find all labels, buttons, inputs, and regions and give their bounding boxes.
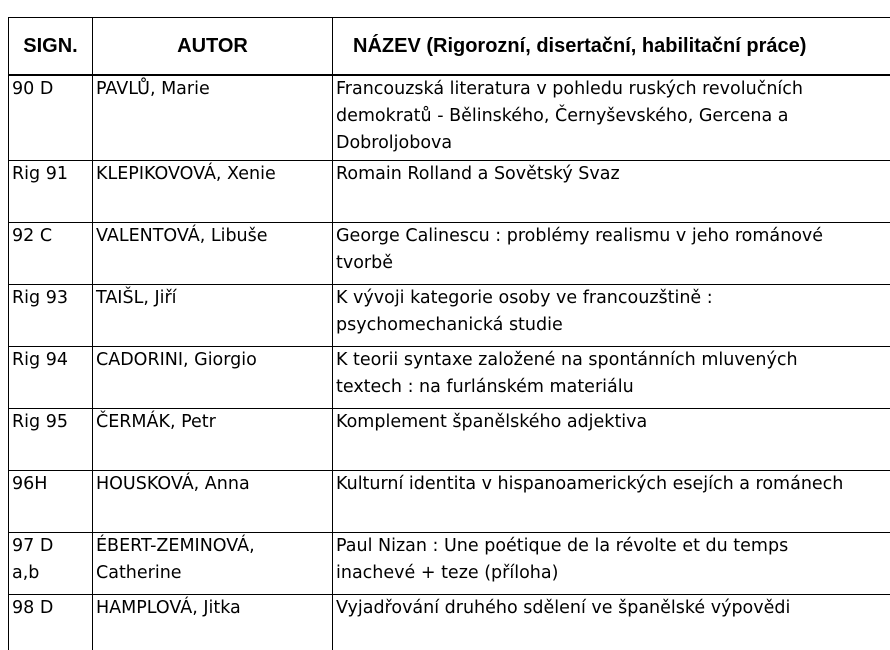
cell-text: Rig 94 [12,350,68,370]
cell-text: Vyjadřování druhého sdělení ve španělské výpovědi [336,598,791,618]
cell-text: Romain Rolland a Sovětský Svaz [336,164,620,184]
table-row [9,75,890,161]
cell-text: K vývoji kategorie osoby ve francouzštině : [336,288,713,308]
cell-text: tvorbě [336,253,393,273]
table-row [9,161,890,223]
cell-nazev [333,595,890,650]
cell-text: PAVLŮ, Marie [96,79,210,99]
cell-nazev [333,347,890,409]
cell-text: Rig 93 [12,288,68,308]
cell-autor [93,595,333,650]
cell-text: 98 D [12,598,54,618]
cell-nazev [333,75,890,161]
cell-autor [93,75,333,161]
cell-nazev [333,285,890,347]
cell-autor [93,285,333,347]
cell-text: Rig 91 [12,164,68,184]
theses-table [8,17,890,650]
cell-text: Rig 95 [12,412,68,432]
cell-text: CADORINI, Giorgio [96,350,257,370]
cell-autor [93,409,333,471]
header-nazev: NÁZEV (Rigorozní, disertační, habilitační práce) [333,18,890,76]
table-row [9,409,890,471]
cell-nazev [333,471,890,533]
cell-text: George Calinescu : problémy realismu v jeho románové [336,226,824,246]
cell-text: KLEPIKOVOVÁ, Xenie [96,164,276,184]
cell-text: 97 D [12,536,54,556]
cell-text: Dobroljobova [336,133,453,153]
cell-autor [93,533,333,595]
cell-text: 92 C [12,226,53,246]
cell-text: Francouzská literatura v pohledu ruských revolučních [336,79,803,99]
cell-sign [9,75,93,161]
cell-text: HAMPLOVÁ, Jitka [96,598,241,618]
cell-sign [9,223,93,285]
table-row [9,285,890,347]
cell-text: ÉBERT-ZEMINOVÁ, [96,536,255,556]
header-autor: AUTOR [93,18,333,76]
cell-sign [9,161,93,223]
cell-text: Paul Nizan : Une poétique de la révolte et du temps [336,536,789,556]
table-row [9,595,890,650]
cell-autor [93,471,333,533]
cell-text: Komplement španělského adjektiva [336,412,648,432]
cell-nazev [333,161,890,223]
cell-sign [9,409,93,471]
cell-sign [9,471,93,533]
cell-text: Kulturní identita v hispanoamerických esejích a románech [336,474,844,494]
cell-sign [9,595,93,650]
cell-text: demokratů - Bělinského, Černyševského, Gercena a [336,106,789,126]
cell-sign [9,347,93,409]
cell-sign [9,533,93,595]
cell-text: HOUSKOVÁ, Anna [96,474,250,494]
header-sign: SIGN. [9,18,93,76]
cell-text: Catherine [96,563,182,583]
cell-sign [9,285,93,347]
table-row [9,347,890,409]
table-row [9,223,890,285]
cell-nazev [333,223,890,285]
cell-nazev [333,533,890,595]
cell-text: TAIŠL, Jiří [96,288,177,308]
cell-text: ČERMÁK, Petr [96,412,216,432]
cell-text: inachevé + teze (příloha) [336,563,559,583]
cell-nazev [333,409,890,471]
cell-text: 96H [12,474,48,494]
cell-text: a,b [12,563,40,583]
cell-text: VALENTOVÁ, Libuše [96,226,268,246]
header-row [9,18,890,76]
cell-text: K teorii syntaxe založené na spontánních mluvených [336,350,798,370]
table-row [9,471,890,533]
table-row [9,533,890,595]
cell-text: psychomechanická studie [336,315,563,335]
cell-text: textech : na furlánském materiálu [336,377,634,397]
cell-text: 90 D [12,79,54,99]
cell-autor [93,347,333,409]
cell-autor [93,223,333,285]
cell-autor [93,161,333,223]
